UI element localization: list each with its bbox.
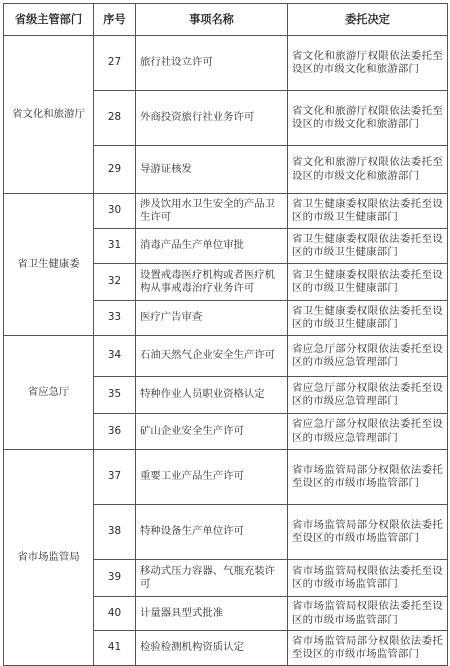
row-number: 31	[94, 229, 136, 264]
item-name: 移动式压力容器、气瓶充装许可	[136, 560, 288, 597]
item-name: 消毒产品生产单位审批	[136, 229, 288, 264]
row-number: 40	[94, 597, 136, 631]
row-number: 36	[94, 414, 136, 450]
row-number: 37	[94, 450, 136, 505]
dept-cell: 省卫生健康委	[4, 194, 94, 336]
header-decision: 委托决定	[288, 4, 448, 36]
decision-text: 省卫生健康委权限依法委托至设区的市级卫生健康部门	[288, 264, 448, 301]
dept-cell: 省市场监管局	[4, 450, 94, 666]
decision-text: 省市场监管局部分权限依法委托至设区的市级市场监管部门	[288, 450, 448, 505]
header-number: 序号	[94, 4, 136, 36]
decision-text: 省文化和旅游厅权限依法委托至设区的市级文化和旅游部门	[288, 91, 448, 146]
table-row	[4, 194, 448, 229]
decision-text: 省应急厅部分权限依法委托至设区的市级应急管理部门	[288, 377, 448, 414]
row-number: 41	[94, 631, 136, 666]
header-dept: 省级主管部门	[4, 4, 94, 36]
decision-text: 省文化和旅游厅权限依法委托至设区的市级文化和旅游部门	[288, 146, 448, 194]
table-row	[4, 450, 448, 505]
item-name: 特种设备生产单位许可	[136, 505, 288, 560]
decision-text: 省卫生健康委权限依法委托至设区的市级卫生健康部门	[288, 194, 448, 229]
decision-text: 省卫生健康委权限依法委托至设区的市级卫生健康部门	[288, 301, 448, 336]
item-name: 检验检测机构资质认定	[136, 631, 288, 666]
row-number: 29	[94, 146, 136, 194]
table-row	[4, 336, 448, 377]
decision-text: 省应急厅部分权限依法委托至设区的市级应急管理部门	[288, 336, 448, 377]
decision-text: 省市场监管局权限依法委托至设区的市级市场监管部门	[288, 597, 448, 631]
row-number: 39	[94, 560, 136, 597]
item-name: 矿山企业安全生产许可	[136, 414, 288, 450]
dept-cell: 省应急厅	[4, 336, 94, 450]
dept-cell: 省文化和旅游厅	[4, 36, 94, 194]
decision-text: 省市场监管局权限依法委托至设区的市级市场监管部门	[288, 560, 448, 597]
delegation-table	[3, 3, 448, 666]
item-name: 外商投资旅行社业务许可	[136, 91, 288, 146]
row-number: 33	[94, 301, 136, 336]
item-name: 石油天然气企业安全生产许可	[136, 336, 288, 377]
row-number: 35	[94, 377, 136, 414]
row-number: 27	[94, 36, 136, 91]
header-row	[4, 4, 448, 36]
row-number: 28	[94, 91, 136, 146]
decision-text: 省卫生健康委权限依法委托至设区的市级卫生健康部门	[288, 229, 448, 264]
row-number: 32	[94, 264, 136, 301]
decision-text: 省市场监管局部分权限依法委托至设区的市级市场监管部门	[288, 631, 448, 666]
header-item-name: 事项名称	[136, 4, 288, 36]
decision-text: 省应急厅部分权限依法委托至设区的市级应急管理部门	[288, 414, 448, 450]
item-name: 医疗广告审查	[136, 301, 288, 336]
row-number: 34	[94, 336, 136, 377]
decision-text: 省文化和旅游厅权限依法委托至设区的市级文化和旅游部门	[288, 36, 448, 91]
decision-text: 省市场监管局部分权限依法委托至设区的市级市场监管部门	[288, 505, 448, 560]
item-name: 特种作业人员职业资格认定	[136, 377, 288, 414]
item-name: 重要工业产品生产许可	[136, 450, 288, 505]
item-name: 导游证核发	[136, 146, 288, 194]
row-number: 38	[94, 505, 136, 560]
table-row	[4, 36, 448, 91]
item-name: 旅行社设立许可	[136, 36, 288, 91]
row-number: 30	[94, 194, 136, 229]
item-name: 设置戒毒医疗机构或者医疗机构从事戒毒治疗业务许可	[136, 264, 288, 301]
item-name: 涉及饮用水卫生安全的产品卫生许可	[136, 194, 288, 229]
item-name: 计量器具型式批准	[136, 597, 288, 631]
